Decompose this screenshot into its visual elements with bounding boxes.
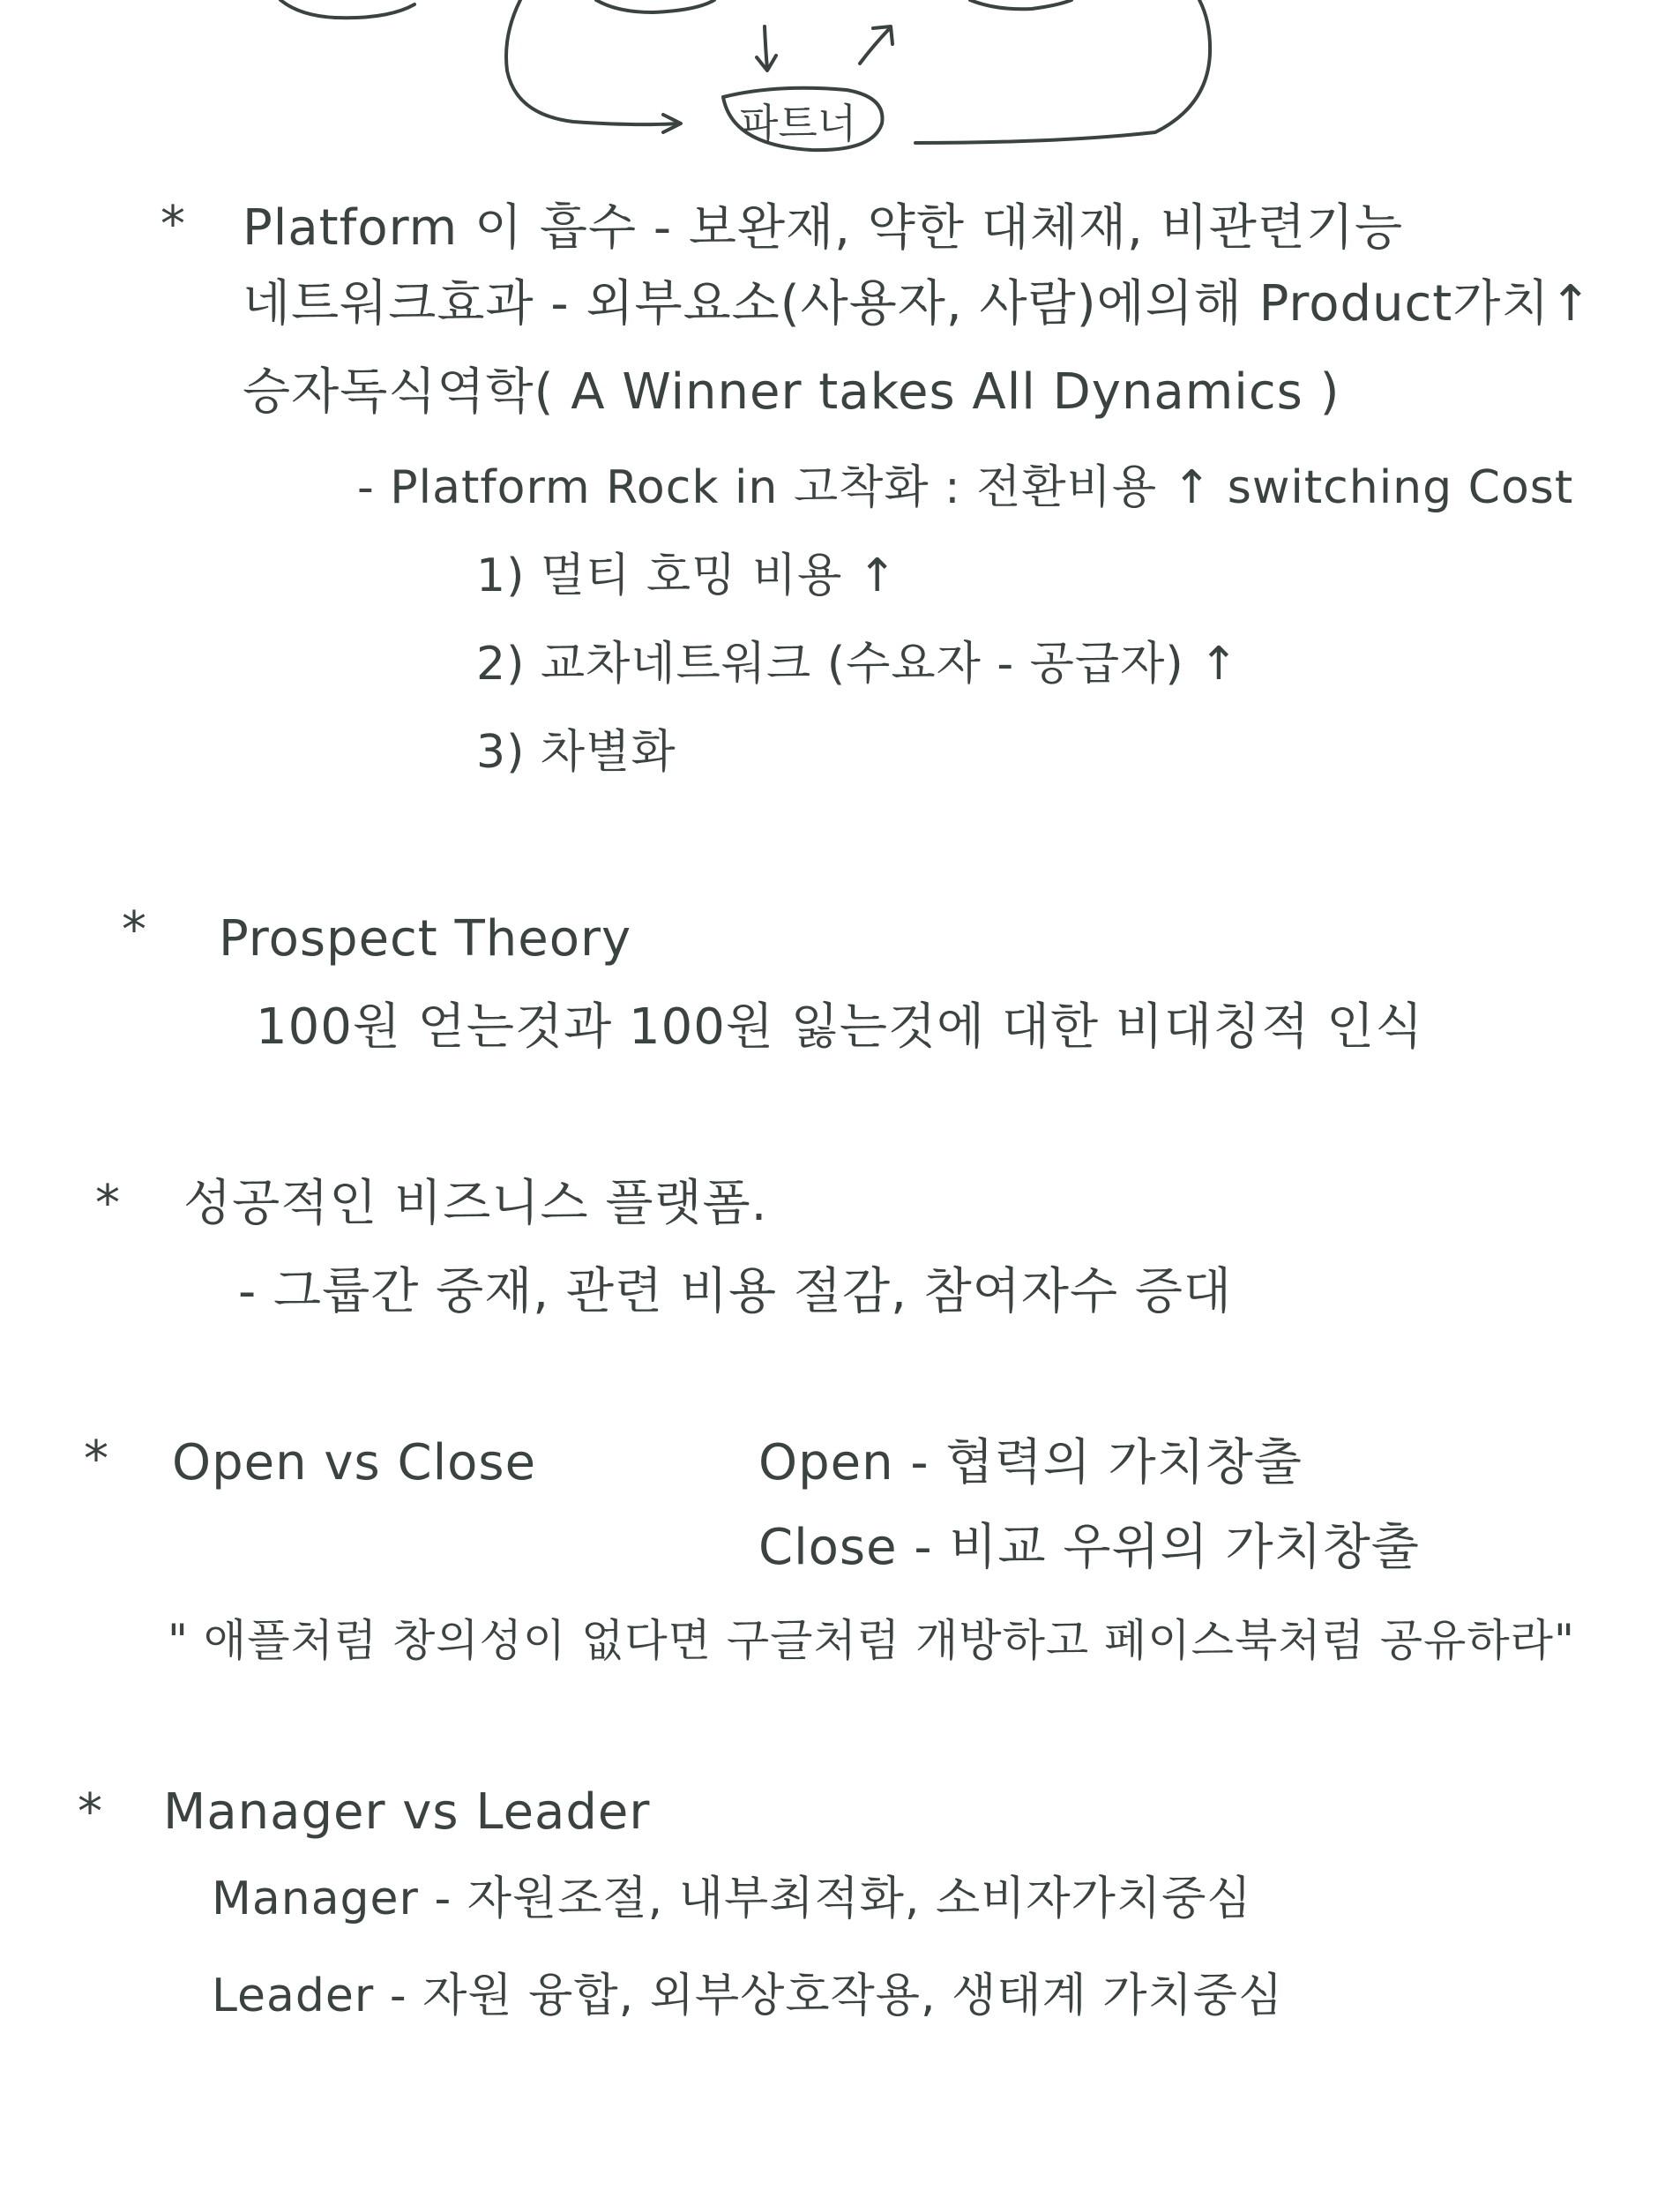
platform-line-4: - Platform Rock in 고착화 : 전환비용 ↑ switching Cost bbox=[357, 461, 1574, 514]
platform-item-3: 3) 차별화 bbox=[476, 726, 676, 779]
leader-line: Leader - 자원 융합, 외부상호작용, 생태계 가치중심 bbox=[212, 1970, 1284, 2022]
open-close-quote: " 애플처럼 창의성이 없다면 구글처럼 개방하고 페이스북처럼 공유하라" bbox=[168, 1615, 1575, 1666]
prospect-line-1: 100원 얻는것과 100원 잃는것에 대한 비대칭적 인식 bbox=[256, 998, 1424, 1056]
partner-node-label: 파트너 bbox=[739, 100, 857, 147]
close-line: Close - 비교 우위의 가치창출 bbox=[758, 1519, 1420, 1576]
platform-line-2: 네트워크효과 - 외부요소(사용자, 사람)에의해 Product가치↑ bbox=[243, 275, 1593, 333]
platform-item-1: 1) 멀티 호밍 비용 ↑ bbox=[476, 549, 898, 602]
manager-leader-heading: Manager vs Leader bbox=[163, 1783, 651, 1841]
up-arrow bbox=[860, 29, 889, 64]
platform-line-1: Platform 이 흡수 - 보완재, 약한 대체재, 비관련기능 bbox=[243, 199, 1404, 257]
open-close-heading: Open vs Close bbox=[172, 1434, 537, 1491]
down-arrow bbox=[765, 26, 767, 69]
business-heading: 성공적인 비즈니스 플랫폼. bbox=[183, 1175, 768, 1232]
open-close-bullet: * bbox=[84, 1431, 109, 1488]
manager-leader-bullet: * bbox=[78, 1783, 103, 1841]
left-loop-line bbox=[506, 0, 679, 124]
right-loop-line bbox=[915, 0, 1210, 143]
prospect-bullet: * bbox=[122, 901, 147, 959]
open-line: Open - 협력의 가치창출 bbox=[758, 1434, 1303, 1491]
platform-item-2: 2) 교차네트워크 (수요자 - 공급자) ↑ bbox=[476, 638, 1239, 691]
business-line-1: - 그룹간 중재, 관련 비용 절감, 참여자수 증대 bbox=[238, 1263, 1233, 1320]
top-mid-node-outline bbox=[596, 0, 714, 12]
prospect-heading: Prospect Theory bbox=[219, 910, 632, 968]
manager-line: Manager - 자원조절, 내부최적화, 소비자가치중심 bbox=[212, 1872, 1252, 1925]
top-right-node-outline bbox=[970, 0, 1071, 9]
platform-bullet: * bbox=[161, 196, 186, 253]
business-bullet: * bbox=[95, 1175, 121, 1232]
platform-line-3: 승자독식역학( A Winner takes All Dynamics ) bbox=[243, 363, 1340, 421]
top-left-node-outline bbox=[280, 0, 414, 18]
partner-diagram bbox=[0, 0, 1680, 176]
